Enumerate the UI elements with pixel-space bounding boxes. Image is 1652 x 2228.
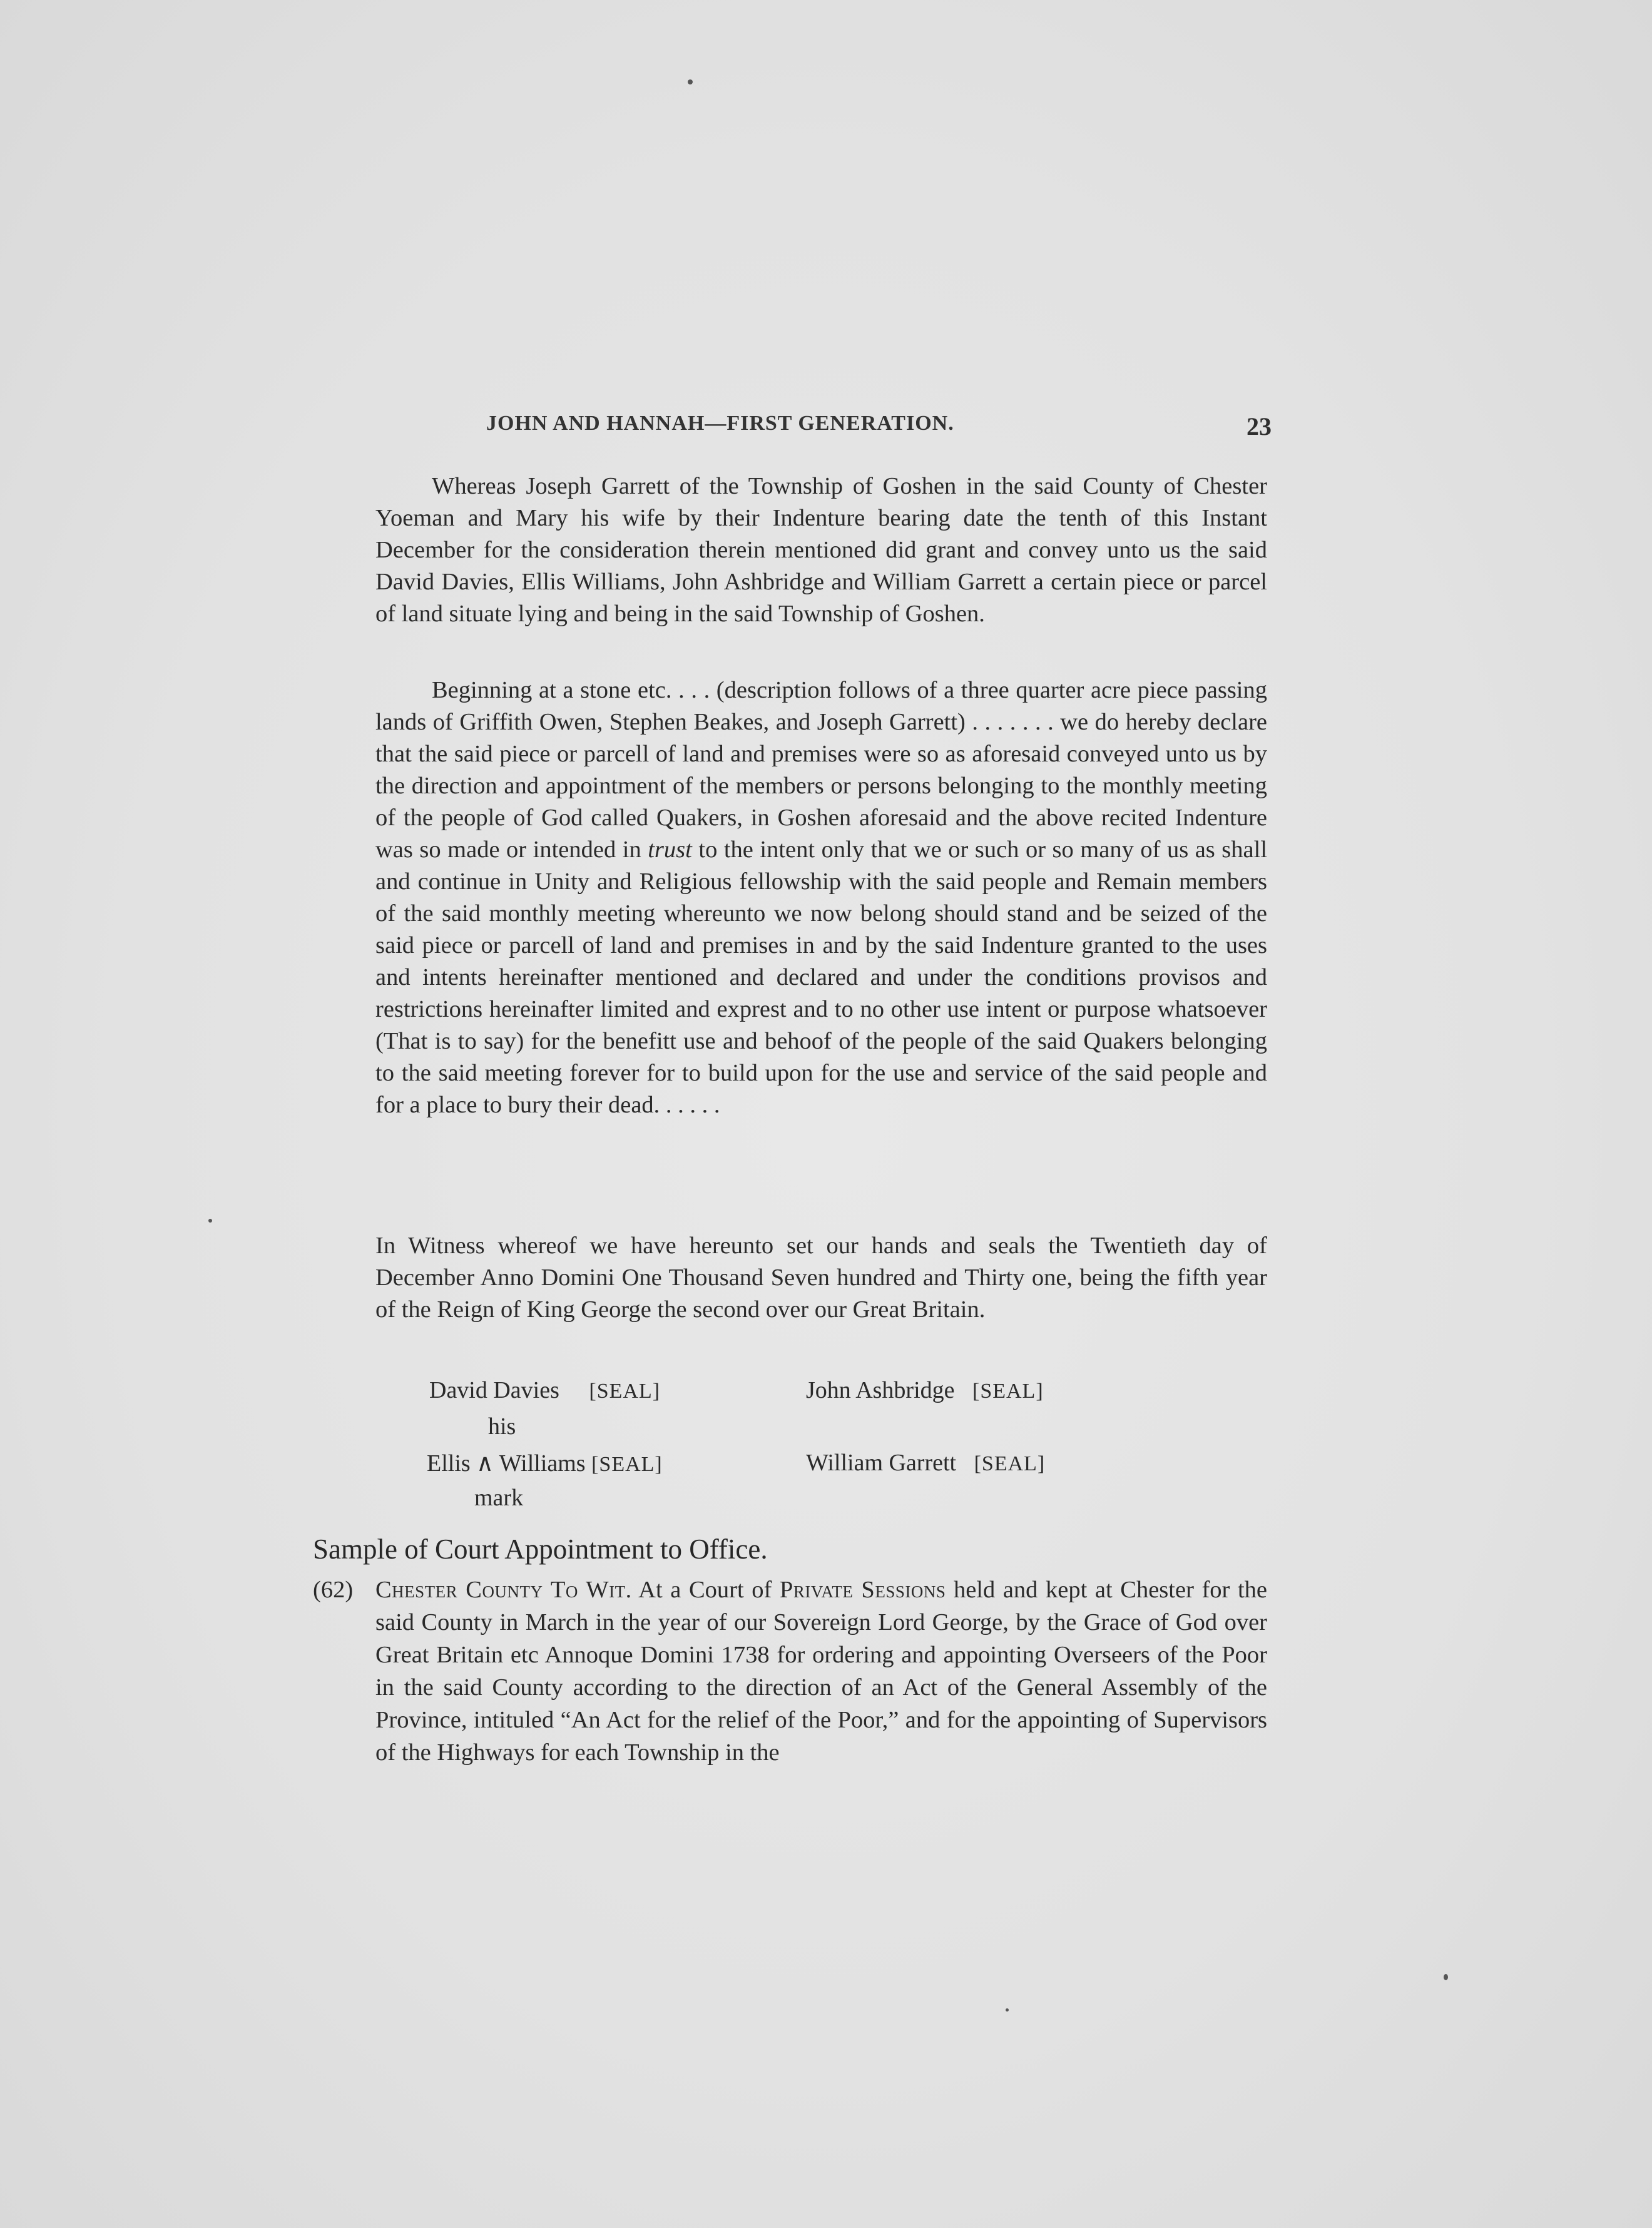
paragraph-whereas [375,471,1267,630]
paragraph-whereas-text: Whereas Joseph Garrett of the Township of Goshen in the said County of Chester Yoeman and Mary his wife by their Indenture bearing date the tenth of this Instant December for the consideration therein mentioned did grant and convey unto us the said David Davies, Ellis Williams, John Ashbridge and William Garrett a certain piece or parcel of land situate lying and being in the said Township of Goshen. [375,473,1267,627]
scan-speck [208,1219,212,1223]
paragraph-beginning-text [375,674,1267,1121]
seal-mark: [SEAL] [591,1453,663,1476]
running-head: JOHN AND HANNAH—FIRST GENERATION. [486,412,954,435]
signature-john-ashbridge [806,1376,1044,1404]
signature-ellis-williams [427,1449,663,1477]
scan-speck [688,79,693,84]
signer-name: William Garrett [806,1450,957,1476]
signer-name: John Ashbridge [806,1377,955,1403]
paragraph-witness-text: In Witness whereof we have hereunto set our hands and seals the Twentieth day of December Anno Domini One Thousand Seven hundred and Thirty one, being the fifth year of the Reign of King George the second over our Great Britain. [375,1233,1267,1323]
signature-william-garrett [806,1449,1045,1477]
paragraph-beginning [375,674,1267,1121]
seal-mark: [SEAL] [974,1452,1046,1475]
page-number: 23 [1247,412,1272,440]
section-heading: Sample of Court Appointment to Office. [313,1534,768,1565]
paragraph-beginning-part-1: Beginning at a stone etc. . . . (description follows of a three quarter acre piece passing lands of Griffith Owen, Stephen Beakes, and Joseph Garrett) . . . . . . . we do hereby declare that the said piece or parcell of land and premises were so as aforesaid conveyed unto us by the direction and appointment of the members or persons belonging to the monthly meeting of the people of God called Quakers, in Goshen aforesaid and the above recited Indenture was so made or intended in [375,677,1267,863]
emphasis-trust: trust [648,837,692,863]
signature-block [375,1376,1267,1520]
court-appointment-entry [313,1574,1267,1769]
scan-speck [1006,2008,1009,2012]
paragraph-beginning-part-2: to the intent only that we or such or so many of us as shall and continue in Unity and Religious fellowship with the said people and Remain members of the said monthly meeting whereunto we now belong should stand and be seized of the said piece or parcell of land and premises in and by the said Indenture granted to the uses and intents hereinafter mentioned and declared and under the conditions provisos and restrictions hereinafter limited and exprest and to no other use intent or purpose whatsoever (That is to say) for the benefitt use and behoof of the people of the said Quakers belonging to the said meeting forever for to build upon for the use and service of the said people and for a place to bury their dead. . . . . . [375,837,1268,1118]
seal-mark: [SEAL] [589,1380,661,1403]
lead-chester-county: Chester County To Wit. [375,1577,632,1603]
signature-david-davies [429,1376,660,1404]
court-text-part-2: held and kept at Chester for the said County in March in the year of our Sovereign Lord George, by the Grace of God over Great Britain etc Annoque Domini 1738 for ordering and appointing Overseers of the Poor in the said County according to the direction of an Act of the General Assembly of the Province, intituled “An Act for the relief of the Poor,” and for the appointing of Supervisors of the Highways for each Township in the [375,1577,1267,1766]
paragraph-witness [375,1230,1267,1326]
signature-his: his [488,1413,516,1440]
lead-private-sessions: Private Sessions [779,1577,946,1603]
signer-name: Ellis ∧ Williams [427,1450,586,1477]
seal-mark: [SEAL] [972,1380,1044,1403]
court-text-part-1: At a Court of [638,1577,772,1603]
signature-mark: mark [474,1485,524,1511]
signer-name: David Davies [429,1377,559,1403]
court-appointment-text [375,1574,1267,1769]
entry-number: (62) [313,1577,354,1603]
scan-speck [1444,1974,1448,1980]
page-header [372,412,1272,449]
